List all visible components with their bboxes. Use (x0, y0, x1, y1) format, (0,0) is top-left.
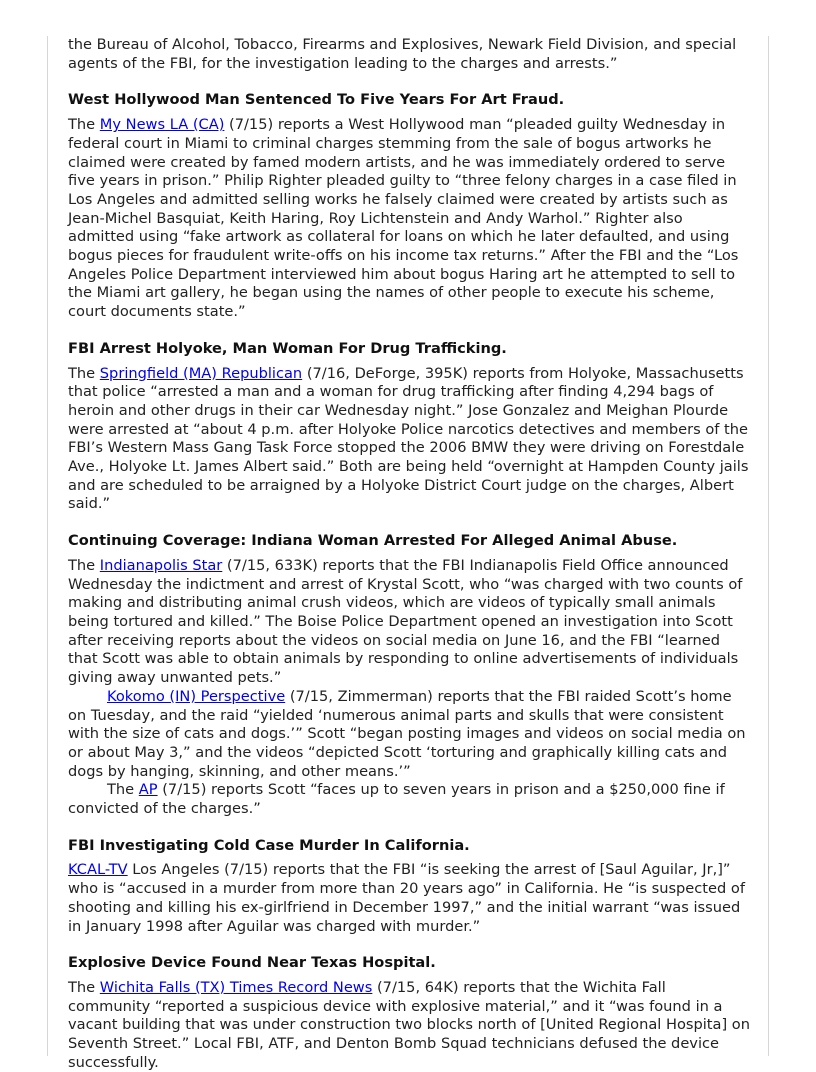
article-paragraph (68, 557, 752, 688)
source-link[interactable]: Springfield (MA) Republican (99, 364, 303, 382)
paragraph-text: (7/15, Zimmerman) reports that the FBI raided Scott’s home on Tuesday, and the raid “yielded ‘numerous animal parts and skulls that were consistent with the size of cats and dogs.’” Scott “began posting images and videos on social media on or about May 3,” and the videos “depicted Scott ‘torturing and graphically killing cats and dogs by hanging, skinning, and other means.’” (68, 687, 746, 780)
paragraph-prefix: The (68, 556, 100, 574)
article-paragraph (68, 979, 752, 1072)
paragraph-text: (7/15, 633K) reports that the FBI Indianapolis Field Office announced Wednesday the indictment and arrest of Krystal Scott, who “was charged with two counts of making and distributing animal crush videos, which are videos of typically small animals being tortured and killed.” The Boise Police Department opened an investigation into Scott after receiving reports about the videos on social media on June 16, and the FBI “learned that Scott was able to obtain animals by responding to online advertisements of individuals giving away unwanted pets.” (68, 556, 743, 687)
article-headline: Continuing Coverage: Indiana Woman Arrested For Alleged Animal Abuse. (68, 532, 678, 550)
paragraph-prefix: The (107, 781, 139, 799)
source-link[interactable]: My News LA (CA) (99, 116, 225, 134)
article (68, 954, 752, 1072)
article-paragraph (68, 688, 752, 782)
paragraph-text: (7/15, 64K) reports that the Wichita Fall community “reported a suspicious device with explosive material,” and it “was found in a vacant building that was under construction two blocks north of [United Regional Hospita] on Seventh Street.” Local FBI, ATF, and Denton Bomb Squad technicians defused the device successfully. (68, 978, 750, 1071)
left-margin-rule (47, 36, 48, 1056)
article (68, 340, 752, 514)
article-headline: Explosive Device Found Near Texas Hospital. (68, 954, 436, 972)
article-headline: FBI Investigating Cold Case Murder In California. (68, 836, 470, 854)
paragraph-prefix: The (68, 116, 100, 134)
right-margin-rule (768, 36, 769, 1056)
news-digest (68, 36, 752, 1072)
article-paragraph (68, 861, 752, 936)
source-link[interactable]: KCAL-TV (68, 861, 128, 879)
paragraph-text: (7/15) reports a West Hollywood man “pleaded guilty Wednesday in federal court in Miami to criminal charges stemming from the sale of bogus artworks he claimed were created by famed modern artists, and he was immediately ordered to serve five years in prison.” Philip Righter pleaded guilty to “three felony charges in a case filed in Los Angeles and admitted selling works he falsely claimed were created by artists such as Jean-Michel Basquiat, Keith Haring, Roy Lichtenstein and Andy Warhol.” Righter also admitted using “fake artwork as collateral for loans on which he later defaulted, and using bogus pieces for fraudulent write-offs on his income tax returns.” After the FBI and the “Los Angeles Police Department interviewed him about bogus Haring art he attempted to sell to the Miami art gallery, he began using the names of other people to execute his scheme, court documents state.” (68, 116, 739, 321)
source-link[interactable]: AP (138, 781, 158, 799)
source-link[interactable]: Indianapolis Star (99, 556, 223, 574)
paragraph-text: (7/15) reports Scott “faces up to seven years in prison and a $250,000 fine if convicted of the charges.” (68, 781, 725, 818)
article (68, 837, 752, 937)
paragraph-prefix: The (68, 978, 100, 996)
source-link[interactable]: Kokomo (IN) Perspective (107, 687, 286, 705)
article-paragraph (68, 365, 752, 515)
article-list (68, 91, 752, 1072)
article (68, 532, 752, 819)
paragraph-text: Los Angeles (7/15) reports that the FBI “is seeking the arrest of [Saul Aguilar, Jr,]” who is “accused in a murder from more than 20 years ago” in California. He “is suspected of shooting and killing his ex-girlfriend in December 1997,” and the initial warrant “was issued in January 1998 after Aguilar was charged with murder.” (68, 861, 745, 935)
article-paragraph (68, 781, 752, 818)
article-paragraph (68, 116, 752, 322)
intro-paragraph: the Bureau of Alcohol, Tobacco, Firearms and Explosives, Newark Field Division, and special agents of the FBI, for the investigation leading to the charges and arrests.” (68, 36, 737, 72)
article (68, 91, 752, 321)
paragraph-prefix: The (68, 364, 100, 382)
paragraph-text: (7/16, DeForge, 395K) reports from Holyoke, Massachusetts that police “arrested a man and a woman for drug trafficking after finding 4,294 bags of heroin and other drugs in their car Wednesday night.” Jose Gonzalez and Meighan Plourde were arrested at “about 4 p.m. after Holyoke Police narcotics detectives and members of the FBI’s Western Mass Gang Task Force stopped the 2006 BMW they were driving on Forestdale Ave., Holyoke Lt. James Albert said.” Both are being held “overnight at Hampden County jails and are scheduled to be arraigned by a Holyoke District Court judge on the charges, Albert said.” (68, 364, 749, 513)
article-headline: West Hollywood Man Sentenced To Five Years For Art Fraud. (68, 91, 565, 109)
article-headline: FBI Arrest Holyoke, Man Woman For Drug Trafficking. (68, 339, 507, 357)
source-link[interactable]: Wichita Falls (TX) Times Record News (99, 978, 373, 996)
